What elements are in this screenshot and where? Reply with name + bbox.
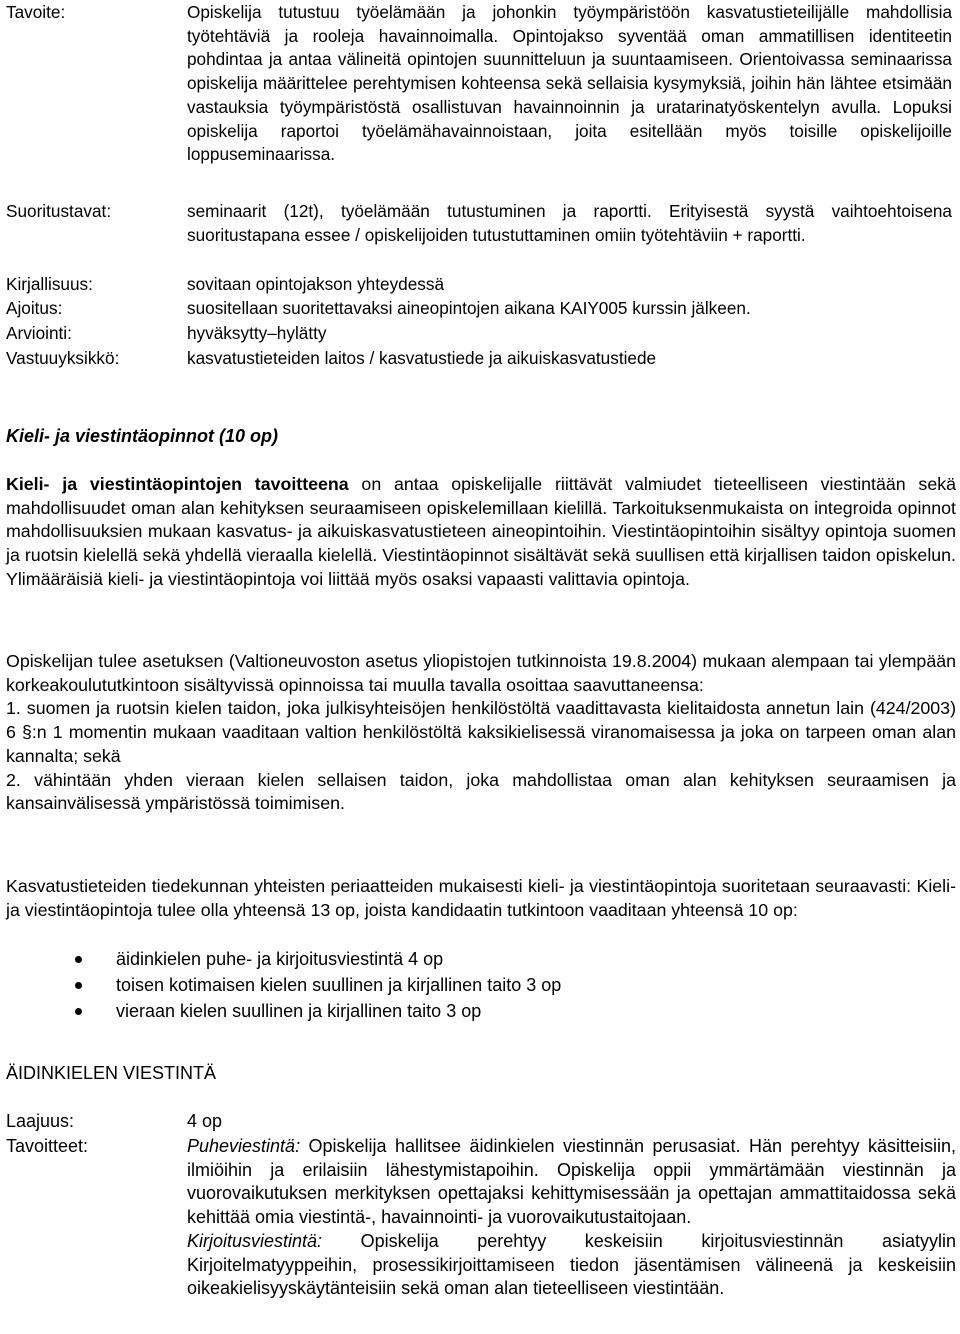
intro-paragraph xyxy=(6,473,956,592)
course-heading: ÄIDINKIELEN VIESTINTÄ xyxy=(6,1063,217,1083)
section-title: Kieli- ja viestintäopinnot (10 op) xyxy=(6,426,279,446)
vastuuyksikko-row xyxy=(6,347,956,371)
tavoite-row xyxy=(6,1,956,167)
kirjoitusviestinta-title: Kirjoitusviestintä: xyxy=(187,1230,323,1251)
arviointi-label: Arviointi: xyxy=(6,323,72,343)
suoritustavat-text: seminaarit (12t), työelämään tutustuminen ja raportti. Erityisestä syystä vaihtoehtoisena suoritustapana essee / opiskelijoiden tutustuttaminen omiin työtehtäviin + raportti. xyxy=(187,201,952,245)
tavoite-label: Tavoite: xyxy=(6,2,66,22)
regulation-item-2: 2. vähintään yhden vieraan kielen sellaisen taidon, joka mahdollistaa oman alan kehityksen seuraamisen ja kansainvälisessä ympäristössä toimimisen. xyxy=(6,769,956,814)
ajoitus-row xyxy=(6,297,956,321)
bullet-icon xyxy=(75,982,82,989)
laajuus-value: 4 op xyxy=(187,1111,223,1131)
puheviestinta-text: Opiskelija hallitsee äidinkielen viestinnän perusasiat. Hän perehtyy käsitteisiin, ilmiöihin ja erilaisiin lähestymistapoihin. Opiskelija oppii ymmärtämään viestinnän ja vuorovaikutuksen merkityksen opettajaksi kehittymisessään ja opettajan ammattitaidossa sekä kehittää omia viestintä-, havainnointi- ja vuorovaikutustaitojaan. xyxy=(187,1136,956,1228)
tavoitteet-text xyxy=(187,1135,956,1301)
credit-list xyxy=(6,946,956,1024)
kirjallisuus-label: Kirjallisuus: xyxy=(6,274,93,294)
kirjoitusviestinta-paragraph xyxy=(187,1230,956,1301)
list-item: äidinkielen puhe- ja kirjoitusviestintä 4 op xyxy=(6,946,956,972)
arviointi-text: hyväksytty–hylätty xyxy=(187,323,327,343)
vastuuyksikko-label: Vastuuyksikkö: xyxy=(6,348,120,368)
vastuuyksikko-text: kasvatustieteiden laitos / kasvatustiede ja aikuiskasvatustiede xyxy=(187,348,657,368)
tavoitteet-label: Tavoitteet: xyxy=(6,1136,89,1156)
regulation-item-1: 1. suomen ja ruotsin kielen taidon, joka julkisyhteisöjen henkilöstöltä vaadittavasta kielitaidosta annetun lain (424/2003) 6 §:n 1 momentin mukaan vaaditaan valtion henkilöstöltä kaksikielisessä viranomaisessa ja joka on tarpeen oman alan kannalta; sekä xyxy=(6,698,956,766)
tavoite-text: Opiskelija tutustuu työelämään ja johonkin työympäristöön kasvatustieteilijälle mahdollisia työtehtäviä ja rooleja havainnoimalla. Opintojakso syventää oman ammatillisen identiteetin pohdintaa ja antaa välineitä opintojen suunnitteluun ja suuntaamiseen. Orientoivassa seminaarissa opiskelija määrittelee perehtymisen kohteensa sekä sellaisia kysymyksiä, joihin hän lähtee etsimään vastauksia työympäristöstä osallistuvan havainnoinnin ja uratarinatyöskentelyn avulla. Lopuksi opiskelija raportoi työelämähavainnoistaan, joita esitellään myös toisille opiskelijoille loppuseminaarissa. xyxy=(187,2,952,165)
ajoitus-text: suositellaan suoritettavaksi aineopintojen aikana KAIY005 kurssin jälkeen. xyxy=(187,298,751,318)
faculty-paragraph: Kasvatustieteiden tiedekunnan yhteisten periaatteiden mukaisesti kieli- ja viestintäopintoja suoritetaan seuraavasti: Kieli- ja viestintäopintoja tulee olla yhteensä 13 op, joista kandidaatin tutkintoon vaaditaan yhteensä 10 op: xyxy=(6,876,956,920)
list-item: toisen kotimaisen kielen suullinen ja kirjallinen taito 3 op xyxy=(6,972,956,998)
regulation-text: Opiskelijan tulee asetuksen (Valtioneuvoston asetus yliopistojen tutkinnoista 19.8.2004) mukaan alempaan tai ylempään korkeakoulututkintoon sisältyvissä opinnoissa tai muulla tavalla osoittaa saavuttaneensa: xyxy=(6,651,956,695)
tavoitteet-row xyxy=(6,1135,956,1301)
regulation-paragraph xyxy=(6,650,956,816)
intro-lead: Kieli- ja viestintäopintojen tavoitteena xyxy=(6,474,349,494)
intro-rest: on antaa opiskelijalle riittävät valmiudet tieteelliseen viestintään sekä mahdollisuudet oman alan kehityksen seuraamiseen opiskelemillaan kielillä. Tarkoituksenmukaista on integroida opinnot mahdollisuuksien mukaan kasvatus- ja aikuiskasvatustieteen aineopintoihin. Viestintäopintoihin sisältyy opintoja suomen ja ruotsin kielellä sekä yhdellä vieraalla kielellä. Viestintäopinnot sisältävät sekä suullisen että kirjallisen taidon opiskelun. Ylimääräisiä kieli- ja viestintäopintoja voi liittää myös osaksi vapaasti valittavia opintoja. xyxy=(6,474,956,589)
puheviestinta-title: Puheviestintä: xyxy=(187,1136,301,1156)
suoritustavat-row xyxy=(6,200,956,247)
suoritustavat-label: Suoritustavat: xyxy=(6,201,112,221)
ajoitus-label: Ajoitus: xyxy=(6,298,63,318)
kirjallisuus-row xyxy=(6,273,956,297)
bullet-icon xyxy=(75,956,82,963)
arviointi-row xyxy=(6,322,956,346)
bullet-icon xyxy=(75,1008,82,1015)
laajuus-label: Laajuus: xyxy=(6,1111,75,1131)
laajuus-row xyxy=(6,1110,956,1134)
puheviestinta-paragraph xyxy=(187,1135,956,1230)
kirjoitusviestinta-text: Opiskelija perehtyy keskeisiin kirjoitusviestinnän asiatyylin Kirjoitelmatyyppeihin, prosessikirjoittamiseen tiedon jäsentämisen välineenä ja keskeisiin oikeakielisyyskäytänteisiin sekä oman alan tieteelliseen viestintään. xyxy=(187,1230,956,1299)
kirjallisuus-text: sovitaan opintojakson yhteydessä xyxy=(187,274,445,294)
list-item: vieraan kielen suullinen ja kirjallinen taito 3 op xyxy=(6,998,956,1024)
